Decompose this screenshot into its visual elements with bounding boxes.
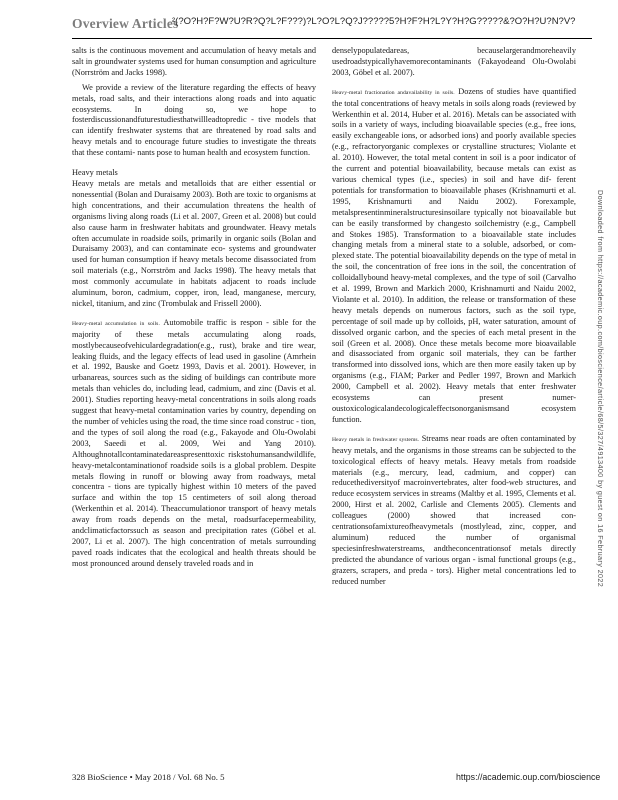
- header-rule: [72, 38, 592, 39]
- paragraph: [332, 434, 576, 588]
- header-garbled-title: ²(?O?H?F?W?U?R?Q?L?F???)?L?O?L?Q?J?????5?H?F?H?L?Y?H?G?????&?O?H?U?N?V?: [172, 16, 576, 27]
- subsection-heading: Heavy-metal accumulation in soils.: [72, 320, 160, 327]
- paragraph: [72, 318, 316, 570]
- section-label: Overview Articles: [72, 16, 179, 31]
- subsection-heading: Heavy-metal fractionation andavailability in soils.: [332, 89, 455, 96]
- download-watermark: Downloaded from https://academic.oup.com/bioscience/article/68/5/327/4913400 by guest on 16 February 2022: [596, 190, 605, 588]
- paragraph-text: Automobile traffic is respon - sible for the majority of these metals accumulating along roads, mostlybecauseofvehiculardegradation(e.g., rust), brake and tire wear, leaking fluids, and the legacy effects of lead used in gasoline (Amrhein et al. 1992, Bauske and Goetz 1993, Davis et al. 2001). However, in urbanareas, sources such as the siding of buildings can contribute more metals than vehicles do, including lead, cadmium, and zinc (Davis et al. 2001). Studies reporting heavy-metal concentrations in soils along roads suggest that heavy-metal contamination varies by country, depending on the number of vehicles using the road, the time since road construc - tion, and the types of soil along the road (e.g., Fakayode and Olu-Owolabi 2003, Saeedi et al. 2009, Wei and Yang 2010). Althoughnotallcontaminatedareaspresenttoxic riskstohumansandwildlife, heavy-metalcontaminationof roadside soils is a global problem. Despite metals flowing in runoff or blowing away from roadways, metal concentra - tions are typically highest within 10 meters of the paved surface and within the top 15 centimeters of soil along theroad (Werkenthin et al. 2014). Theaccumulationor transport of heavy metals away from roads depends on the metal, roadsurfacepermeability, andclimaticfactorssuch as season and precipitation rates (Göbel et al. 2007, Li et al. 2007). The high concentration of metals surrounding paved roads indicates that the ecological and health threats should be most pronounced around densely traveled roads and in: [72, 317, 316, 568]
- footer-url[interactable]: https://academic.oup.com/bioscience: [456, 772, 601, 782]
- paragraph: salts is the continuous movement and accumulation of heavy metals and salt in groundwater systems used for human consumption and agriculture (Norrström and Jacks 1998).: [72, 46, 316, 77]
- paragraph-text: Dozens of studies have quantified the total concentrations of heavy metals in soils along roads (reviewed by Werkenthin et al. 2014, Huber et al. 2016). Metals can be associated with soils in a variety of ways, including bioavailable species (e.g., free ions, easily exchangeable ions, or adsorbed ions) and poorly available species (e.g., refractoryorganic complexes or crystalline structures; Violante et al. 2010). However, the total metal content in soil is a poor indicator of the current and potential bioavailability, because metals can exist as various chemical types (i.e., species) in soil and have dif- ferent potentials for transformation to bioavailable phases (Krishnamurti et al. 1995, Krishnamurti and Naidu 2002). Forexample, metalspresentinmineralstructuresinsoilare typically not bioavailable but can be easily transformed by changesto soilchemistry (e.g., Campbell and Stokes 1985). Transformation to a bioavailable state includes changing metals from a mineral state to a soluble, adsorbed, or com- plexed state. The potential bioavailability depends on the type of metal in the soil, the concentration of free ions in the soil, the concentration of colloidallybound heavy-metal complexes, and the type of soil (Carvalho et al. 1999, Brown and Markich 2000, Krishnamurti and Naidu 2002, Violante et al. 2010). In addition, the release or transformation of these heavy metals depends on numerous factors, such as the soil type, percentage of soil made up by colloids, pH, water saturation, amount of dissolved organic carbon, and the species of each metal present in the soil (Green et al. 2008). Once these metals become more bioavailable and disassociated from organic soil materials, they can be farther transformed into dissolved ions, which are then more easily taken up by organisms (e.g., FIAM; Parker and Pedler 1997, Brown and Markich 2000, Campbell et al. 2002). Heavy metals that enter freshwater ecosystems can present numer- oustoxicologicalandecologicaleffectsonorganismsand ecosystem function.: [332, 86, 577, 424]
- paragraph: [332, 87, 576, 426]
- section-heading: Heavy metals: [72, 168, 118, 178]
- left-column: [72, 46, 316, 570]
- running-header: [72, 12, 612, 36]
- paragraph: denselypopulatedareas, becauselargerandmoreheavily usedroadstypicallyhavemorecontaminants (Fakayodeand Olu-Owolabi 2003, Göbel et al. 2007).: [332, 46, 576, 77]
- paragraph: Heavy metals are metals and metalloids that are either essential or nonessential (Bolan and Duraisamy 2003). Both are toxic to organisms at high concentrations, and their accumulation threatens the health of organisms living along roads (Li et al. 2007, Green et al. 2008) but could also cause harm in freshwater habitats and groundwater. Heavy metals often accumulate in roadside soils, primarily in organic soils (Bolan and Duraisamy 2003), and can contaminate eco- systems and groundwater used for human consumption if heavy metals become disassociated from soil materials (e.g., Norrström and Jacks 1998). The heavy metals that most commonly accumulate in habitats adjacent to roads include aluminum, boron, cadmium, copper, iron, lead, manganese, mercury, nickel, titanium, and zinc (Trombulak and Frissell 2000).: [72, 178, 316, 308]
- paragraph: We provide a review of the literature regarding the effects of heavy metals, road salts, and their interactions along roads and into aquatic ecosystems. In doing so, we hope to fosterdiscussionandfuturestudiesthatwillleadtopredic - tive models that can identify freshwater systems that are threatened by road salts and heavy metals and to encourage future studies to investigate the threats that these contami- nants pose to human health and ecosystem function.: [72, 82, 316, 158]
- right-column: [332, 46, 576, 588]
- paragraph-text: Streams near roads are often contaminated by heavy metals, and the organisms in those streams can be subjected to the toxicological effects of heavy metals. Heavy metals from roadside materials (e.g., mercury, lead, cadmium, and copper) can reducethediversityof macroinvertebrates, alter food-web structures, and reduce ecosystem services in streams (Maltby et al. 1995, Clements et al. 2000, Hirst et al. 2002, Carlisle and Clements 2005). Clements and colleagues (2000) showed that increased con- centrationsofamixtureofheavymetals (mostlylead, zinc, copper, and aluminum) reduced the number of organismal speciesinfreshwaterstreams, andtheconcentrationsof metals directly predicted the abundance of various organ - ismal functional groups (e.g., grazers, scrapers, and preda - tors). Higher metal concentrations led to reduced number: [332, 433, 576, 586]
- subsection-heading: Heavy metals in freshwater systems.: [332, 436, 420, 443]
- footer-citation: 328 BioScience • May 2018 / Vol. 68 No. 5: [72, 772, 225, 782]
